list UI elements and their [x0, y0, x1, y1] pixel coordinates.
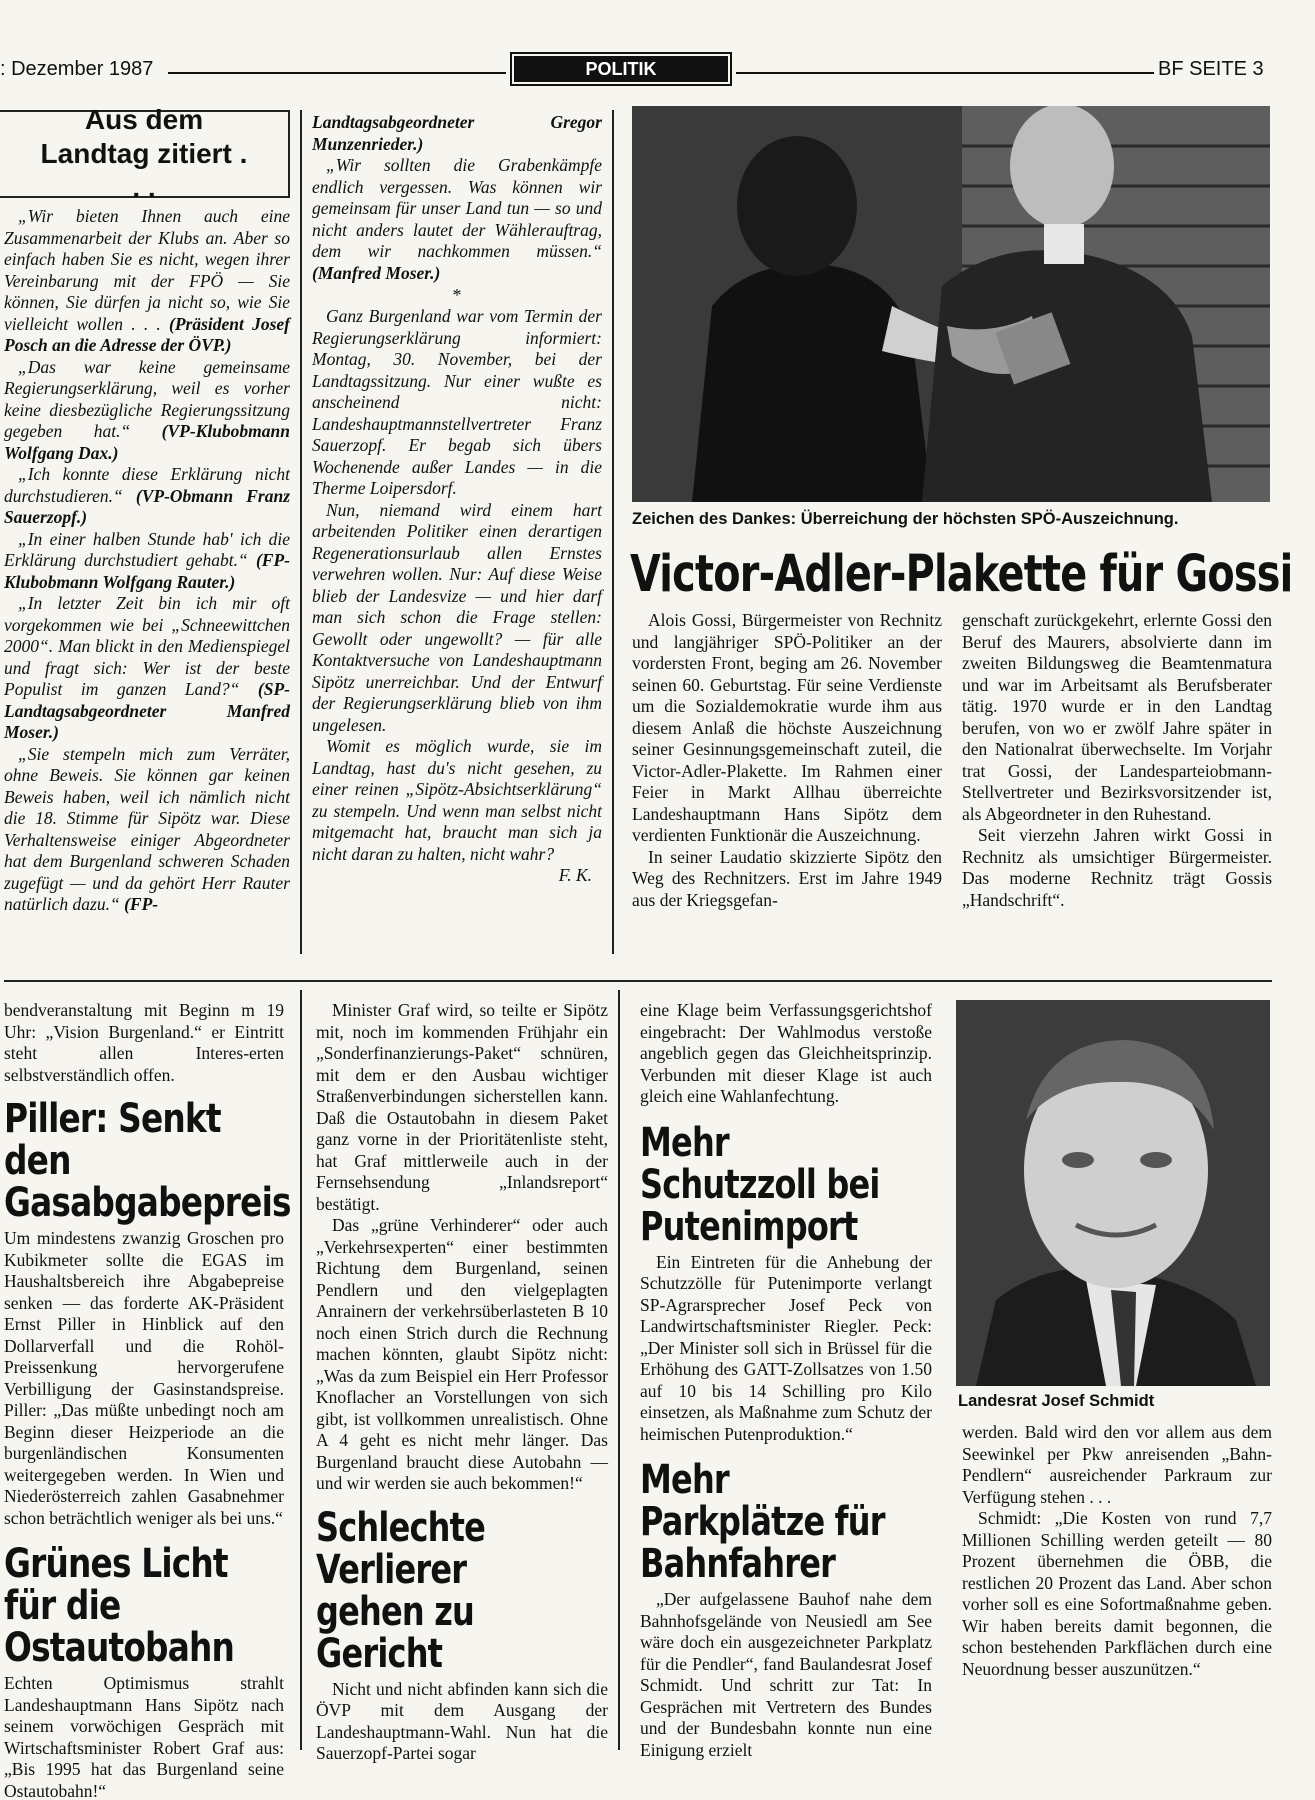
landtag-col-divider	[300, 110, 302, 954]
quote-text: „Das war keine gemeinsame Regierungserklärung, weil es vorher keine diesbezügliche Regierungssitzung gegeben hat.“	[4, 356, 290, 441]
schmidt-caption: Landesrat Josef Schmidt	[958, 1392, 1155, 1410]
page-number: BF SEITE 3	[1158, 58, 1264, 80]
piller-headline: Piller: Senkt den Gasabgabepreis	[4, 1096, 291, 1226]
verlierer-text: Nicht und nicht abfinden kann sich die ÖVP mit dem Ausgang der Landeshauptmann-Wahl. Nun hat die Sauerzopf-Partei sogar	[316, 1678, 608, 1763]
graf-para-2: Das „grüne Verhinderer“ oder auch „Verkehrsexperten“ einer bestimmten Richtung dem Burgenland, seinen Pendlern und den vielgeplagten Anrainern der verkehrsüberlasteten B 10 noch einen Strich durch die Rechnung machen könnten, glaubt Sipötz nicht: „Was da zum Beispiel ein Herr Professor Knoflacher an Vorstellungen von sich gibt, ist vollkommen unrealistisch. Ohne A 4 geht es nicht mehr länger. Das Burgenland braucht diese Autobahn — und wir werden sie auch bekommen!“	[316, 1215, 608, 1493]
author-signature: F. K.	[558, 865, 592, 885]
landtag-title: Aus dem Landtag zitiert . . .	[40, 104, 248, 203]
quote-text: „Wir sollten die Grabenkämpfe endlich vergessen. Was können wir gemeinsam für unser Land tun — so und nicht anders lautet der Wählerauftrag, dem wir nachkommen müssen.“	[312, 155, 602, 261]
gossi-column-1	[632, 610, 942, 911]
landtag-quote	[4, 206, 290, 357]
gossi-col1-para-2: In seiner Laudatio skizzierte Sipötz den Weg des Rechnitzers. Erst im Jahre 1949 aus der Kriegsgefan-	[632, 846, 942, 910]
lower-divider-1	[300, 990, 302, 1750]
parkplaetze-headline: Mehr Parkplätze für Bahnfahrer	[640, 1457, 885, 1587]
landtag-column-2	[312, 112, 602, 887]
gruen-text: Echten Optimismus strahlt Landeshauptmann Hans Sipötz nach seinem vorwöchigen Gespräch mit Wirtschaftsminister Robert Graf aus: „Bis 1995 hat das Burgenland seine Ostautobahn!“	[4, 1673, 284, 1800]
landtag-quote	[4, 593, 290, 744]
award-handover-illustration	[632, 106, 1270, 502]
landtag-quote	[4, 464, 290, 529]
quote-text: „Wir bieten Ihnen auch eine Zusammenarbeit der Klubs an. Aber so einfach haben Sie es nicht, wegen ihrer Vereinbarung mit der FPÖ — Sie können, Sie dürfen ja nicht so, wie Sie vielleicht wollen . . .	[4, 206, 290, 334]
schmidt-portrait-photo	[956, 1000, 1270, 1386]
lower-divider-2	[618, 990, 620, 1750]
gossi-award-photo	[632, 106, 1270, 502]
quote-source: (VP-Klubobmann Wolfgang Dax.)	[4, 421, 290, 463]
landtag-col2-para-2: Nun, niemand wird einem hart arbeitenden Politiker einen derartigen Regenerationsurlaub allen Ernstes verwehren wollen. Nur: Auf diese Weise blieb der Landesvize — und hier darf man sich schon die Frage stellen: Gewollt oder ungewollt? — für alle Kontaktversuche von Landeshauptmann Sipötz unerreichbar. Und der Entwurf der Regierungserklärung blieb von ihm ungelesen.	[312, 499, 602, 735]
landtag-quote	[4, 744, 290, 916]
landtag-col2-para-3: Womit es möglich wurde, sie im Landtag, hast du's nicht gesehen, zu einer reinen „Sipötz-Absichtserklärung“ zu stempeln. Und wenn man selbst nicht mitgemacht hat, braucht man sich ja nicht daran zu halten, nicht wahr?	[312, 736, 602, 864]
masthead-rule-right	[736, 72, 1154, 74]
quote-source: (VP-Obmann Franz Sauerzopf.)	[4, 485, 291, 527]
landtag-quote	[4, 529, 290, 594]
schutzzoll-text: Ein Eintreten für die Anhebung der Schutzzölle für Putenimporte verlangt SP-Agrarsprecher Josef Peck von Landwirtschaftsminister Riegler. Peck: „Der Minister soll sich in Brüssel für die Erhöhung des GATT-Zollsatzes von 1.50 auf 10 bis 14 Schilling pro Kilo einsetzen, als Maßnahme zum Schutz der heimischen Putenproduktion.“	[640, 1251, 932, 1444]
lower-column-2	[316, 1000, 608, 1765]
quote-source: (SP-Landtagsabgeordneter Manfred Moser.)	[4, 679, 290, 742]
gossi-photo-caption: Zeichen des Dankes: Überreichung der höchsten SPÖ-Auszeichnung.	[632, 510, 1179, 528]
lower-column-1	[4, 1000, 291, 1800]
quote-text: „In letzter Zeit bin ich mir oft vorgekommen wie bei „Schneewittchen 2000“. Man blickt in den Medienspiegel und fragt sich: Wer ist der beste Populist im ganzen Land?“	[4, 593, 290, 699]
landtag-col2-top: Landtagsabgeordneter Gregor Munzenrieder.)	[312, 112, 602, 154]
lower-column-3	[640, 1000, 932, 1761]
schmidt-para-2: Schmidt: „Die Kosten von rund 7,7 Millionen Schilling werden geteilt — 80 Prozent übernehmen die ÖBB, die restlichen 20 Prozent das Land. Aber schon vorher soll es eine Sofortmaßnahme geben. Wir haben bereits damit begonnen, die schon bestehenden Parkflächen durch eine Neuordnung besser auszunützen.“	[962, 1508, 1272, 1679]
landtag-col2-para-1: Ganz Burgenland war vom Termin der Regierungserklärung informiert: Montag, 30. November, bei der Landtagssitzung. Nur einer wußte es anscheinend nicht: Landeshauptmannstellvertreter Franz Sauerzopf. Er begab sich übers Wochenende außer Landes — in die Therme Loipersdorf.	[312, 306, 602, 498]
schmidt-portrait-illustration	[956, 1000, 1270, 1386]
quote-source: (FP-	[124, 894, 159, 914]
landtag-col2-quote	[312, 155, 602, 284]
landtag-column-1	[4, 206, 290, 916]
quote-source: (Manfred Moser.)	[312, 262, 441, 283]
quote-source: (Präsident Josef Posch an die Adresse der ÖVP.)	[4, 313, 290, 355]
lower-column-4	[962, 1422, 1272, 1680]
quote-source: (FP-Klubobmann Wolfgang Rauter.)	[4, 550, 290, 592]
landtag-right-divider	[612, 110, 614, 954]
verlierer-headline: Schlechte Verlierer gehen zu Gericht	[316, 1504, 486, 1677]
piller-text: Um mindestens zwanzig Groschen pro Kubikmeter sollte die EGAS im Haushaltsbereich ihre Abgabepreise senken — das forderte AK-Präsident Ernst Piller in Hinblick auf den Dollarverfall und die Rohöl-Preissenkung hervorgerufene Verbilligung der Gasinstandspreise. Piller: „Das müßte unbedingt noch am Beginn dieser Heizperiode an die burgenländischen Konsumenten weitergegeben werden. In Wien und Niederösterreich zahlen Gasabnehmer schon beträchtlich weniger als bei uns.“	[4, 1228, 284, 1528]
gossi-col2-para-2: Seit vierzehn Jahren wirkt Gossi in Rechnitz als umsichtiger Bürgermeister. Das moderne Rechnitz trägt Gossis „Handschrift“.	[962, 825, 1272, 910]
section-label	[510, 52, 732, 86]
schmidt-para-1: werden. Bald wird den vor allem aus dem Seewinkel per Pkw anreisenden „Bahn-Pendlern“ ausreichender Parkraum zur Verfügung stehen . . .	[962, 1422, 1272, 1507]
masthead-rule-left	[168, 72, 506, 74]
gossi-col2-para-1: genschaft zurückgekehrt, erlernte Gossi den Beruf des Maurers, absolvierte dann im zweiten Bildungsweg die Beamtenmatura und war im Arbeitsamt als Berufsberater tätig. 1970 wurde er in den Landtag berufen, von wo er zwölf Jahre später in den Nationalrat überwechselte. Im Vorjahr trat Gossi, der Landesparteiobmann-Stellvertreter und Bezirksvorsitzender ist, als Abgeordneter in den Ruhestand.	[962, 610, 1272, 824]
landtag-quote	[4, 357, 290, 465]
event-intro: bendveranstaltung mit Beginn m 19 Uhr: „Vision Burgenland.“ er Eintritt steht allen Interes-erten selbstverständlich offen.	[4, 1000, 284, 1085]
landtag-title-box	[0, 104, 290, 203]
parkplaetze-text: „Der aufgelassene Bauhof nahe dem Bahnhofsgelände von Neusiedl am See wäre doch ein ausgezeichneter Parkplatz für die Pendler“, fand Baulandesrat Josef Schmidt. Und schritt zur Tat: In Gesprächen mit Vertretern des Bundes und der Bundesbahn konnte nun eine Einigung erzielt	[640, 1589, 932, 1760]
gossi-col1-para-1: Alois Gossi, Bürgermeister von Rechnitz und langjähriger SPÖ-Politiker an der vordersten Front, beging am 26. November seinen 60. Geburtstag. Für seine Verdienste um die Sozialdemokratie wurde ihm aus diesem Anlaß die höchste Auszeichnung seiner Gesinnungsgemeinschaft zuteil, die Victor-Adler-Plakette. Im Rahmen einer Feier in Markt Allhau überreichte Landeshauptmann Hans Sipötz dem verdienten Funktionär die Auszeichnung.	[632, 610, 942, 845]
gossi-column-2	[962, 610, 1272, 911]
graf-para-1: Minister Graf wird, so teilte er Sipötz mit, noch im kommenden Frühjahr ein „Sonderfinanzierungs-Paket“ schnüren, mit dem er den Ausbau wichtiger Straßenverbindungen sicherstellen kann. Daß die Ostautobahn in diesem Paket ganz vorne in der Prioritätenliste steht, hat Graf mittlerweile auch in der Fernsehsendung „Inlandsreport“ bestätigt.	[316, 1000, 608, 1214]
schutzzoll-headline: Mehr Schutzzoll bei Putenimport	[640, 1119, 880, 1250]
quote-text: „Ich konnte diese Erklärung nicht durchstudieren.“	[4, 464, 290, 506]
quote-text: „In einer halben Stunde hab' ich die Erklärung durchstudiert gehabt.“	[4, 528, 290, 570]
quote-text: „Sie stempeln mich zum Verräter, ohne Beweis. Sie können gar keinen Beweis haben, weil ich nämlich nicht die 18. Stimme für Sipötz war. Diese Verhaltensweise einiger Abgeordneter hat dem Burgenland schweren Schaden zugefügt — und da gehört Herr Rauter natürlich dazu.“	[4, 743, 290, 914]
section-label-inner: POLITIK	[514, 56, 728, 82]
gruen-headline: Grünes Licht für die Ostautobahn	[4, 1541, 235, 1671]
issue-date: : Dezember 1987	[0, 58, 154, 80]
klage-intro: eine Klage beim Verfassungsgerichtshof eingebracht: Der Wahlmodus verstoße angeblich gegen das Gleichheitsprinzip. Verbunden mit dieser Klage ist auch gleich eine Wahlanfechtung.	[640, 1000, 932, 1106]
gossi-headline: Victor-Adler-Plakette für Gossi	[630, 545, 1293, 604]
page-separator	[4, 980, 1272, 982]
asterisk-divider: *	[452, 285, 462, 305]
